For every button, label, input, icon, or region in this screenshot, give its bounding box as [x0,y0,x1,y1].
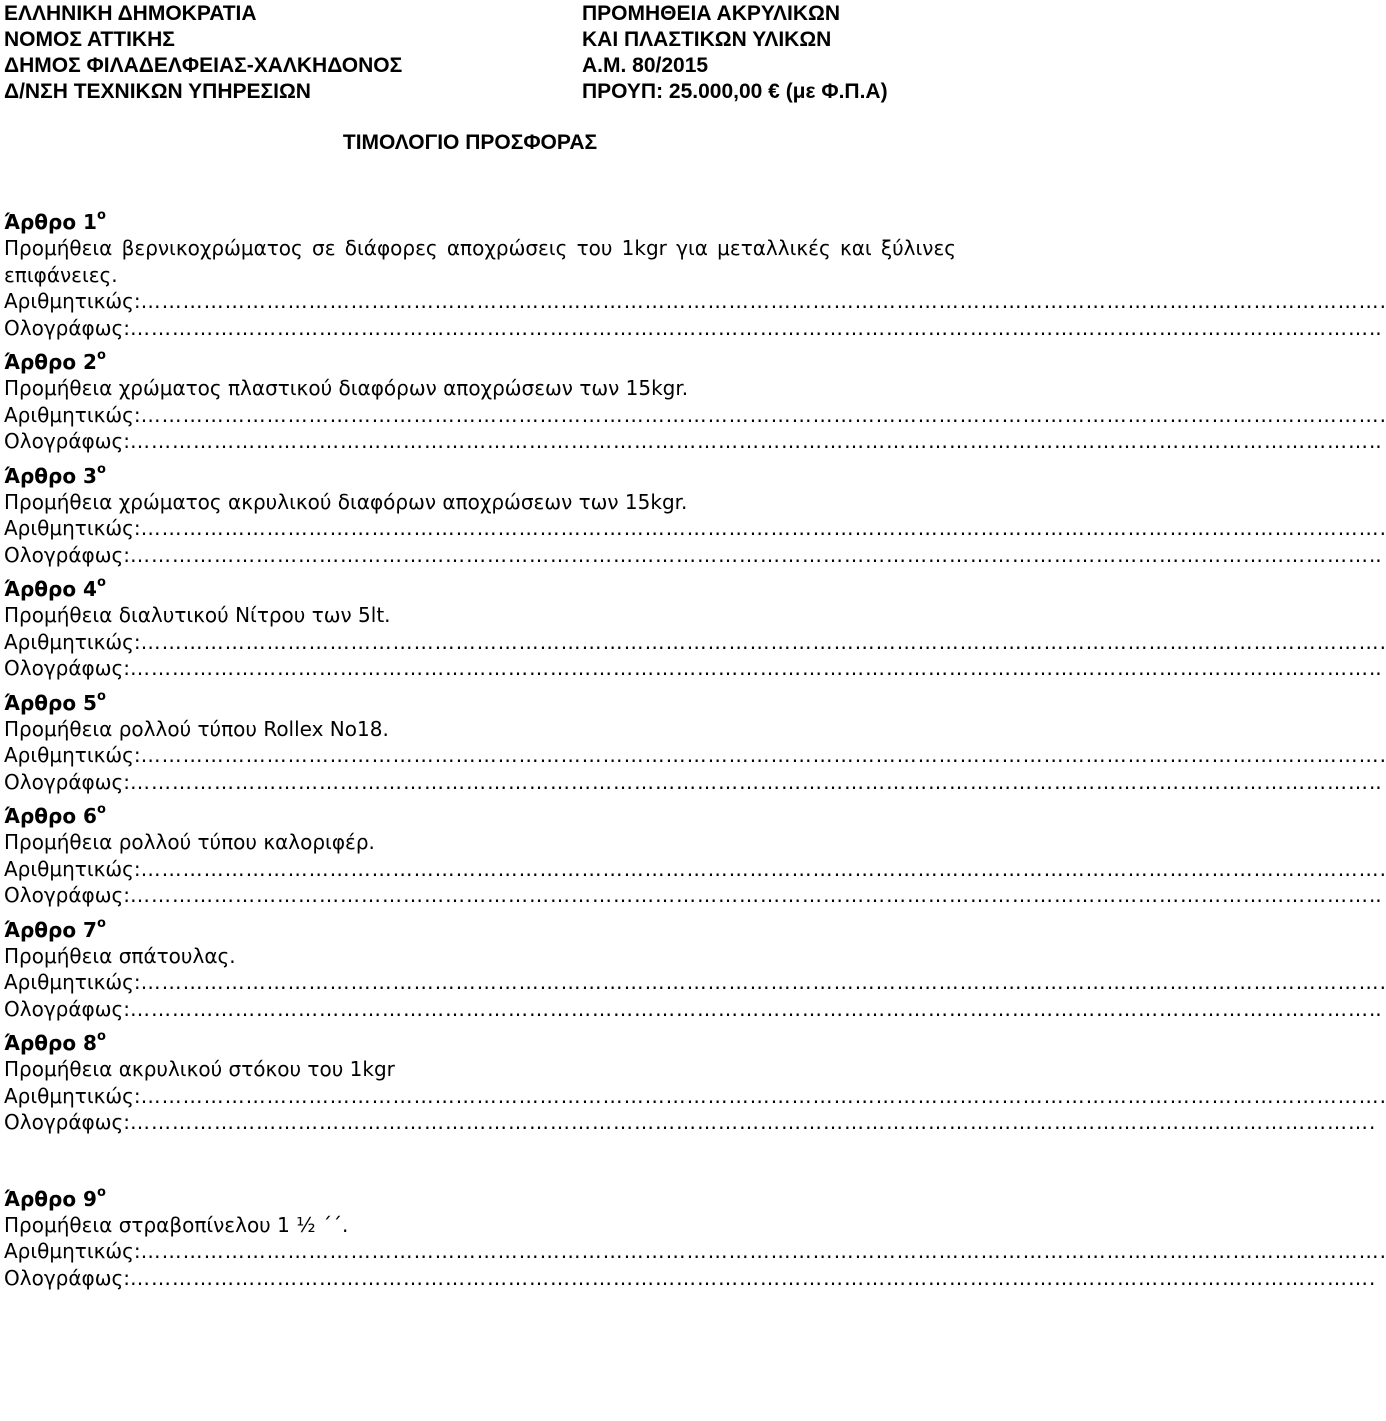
article-1 [4,208,1386,341]
numeric-price-field[interactable]: Αριθμητικώς: …………………………………………………………………………………………………………………………………………………………… . [4,516,1386,540]
article-heading: Άρθρο $4^o$ [4,575,106,601]
article-3 [4,461,1386,569]
article-9 [4,1184,1386,1292]
procurement-number: Α.Μ. 80/2015 [582,54,709,77]
numeric-price-field[interactable]: Αριθμητικώς: …………………………………………………………………………………………………………………………………………………………… . [4,743,1386,767]
issuer-department: Δ/ΝΣΗ ΤΕΧΝΙΚΩΝ ΥΠΗΡΕΣΙΩΝ [4,80,311,103]
article-heading: Άρθρο $7^o$ [4,915,106,942]
article-heading: Άρθρο $2^o$ [4,348,106,374]
document-title: ΤΙΜΟΛΟΓΙΟ ΠΡΟΣΦΟΡΑΣ [342,131,598,154]
numeric-price-field[interactable]: Αριθμητικώς: …………………………………………………………………………………………………………………………………………………………… . [4,289,1386,313]
article-heading: Άρθρο $6^o$ [4,802,106,828]
article-8 [4,1029,1386,1136]
article-description: Προμήθεια ρολλού τύπου καλοριφέρ. [4,830,375,854]
article-description: Προμήθεια στραβοπίνελου 1 ½ ΄΄. [4,1212,349,1237]
article-description: Προμήθεια βερνικοχρώματος σε διάφορες αποχρώσεις του 1kgr για μεταλλικές και ξύλινες επιφάνειες. [4,236,956,287]
numeric-price-field[interactable]: Αριθμητικώς: …………………………………………………………………………………………………………………………………………………………… . [4,970,1386,994]
words-price-field[interactable]: Ολογράφως: …………………………………………………………………………………………………………………………………………………………… .. [4,315,1382,340]
words-price-field[interactable]: Ολογράφως: …………………………………………………………………………………………………………………………………………………………… .. [4,542,1382,567]
article-6 [4,802,1386,909]
procurement-block [582,1,888,105]
numeric-price-field[interactable]: Αριθμητικώς: …………………………………………………………………………………………………………………………………………………………… . [4,629,1386,654]
issuer-prefecture: ΝΟΜΟΣ ΑΤΤΙΚΗΣ [4,28,175,51]
article-4 [4,575,1386,682]
words-price-field[interactable]: Ολογράφως: …………………………………………………………………………………………………………………………………………………………… .. [4,883,1382,907]
article-heading: Άρθρο $8^o$ [4,1029,106,1055]
procurement-budget: ΠΡΟΥΠ: 25.000,00 € (με Φ.Π.Α) [582,80,888,103]
words-price-field[interactable]: Ολογράφως: …………………………………………………………………………………………………………………………………………………………… . [4,1110,1376,1134]
issuer-municipality: ΔΗΜΟΣ ΦΙΛΑΔΕΛΦΕΙΑΣ-ΧΑΛΚΗΔΟΝΟΣ [4,54,403,77]
article-description: Προμήθεια χρώματος πλαστικού διαφόρων αποχρώσεων των 15kgr. [4,376,689,400]
article-description: Προμήθεια διαλυτικού Νίτρου των 5lt. [4,603,391,627]
words-price-field[interactable]: Ολογράφως: …………………………………………………………………………………………………………………………………………………………… .. [4,656,1382,680]
document-header [4,0,960,105]
words-price-field[interactable]: Ολογράφως: …………………………………………………………………………………………………………………………………………………………… .. [4,429,1382,453]
article-heading: Άρθρο $9^o$ [4,1184,106,1211]
procurement-title-line1: ΠΡΟΜΗΘΕΙΑ ΑΚΡΥΛΙΚΩΝ [582,2,841,25]
words-price-field[interactable]: Ολογράφως: …………………………………………………………………………………………………………………………………………………………… .. [4,996,1382,1021]
article-heading: Άρθρο $5^o$ [4,688,106,715]
article-description: Προμήθεια σπάτουλας. [4,943,236,968]
articles-list [4,208,1386,1291]
issuer-country: ΕΛΛΗΝΙΚΗ ΔΗΜΟΚΡΑΤΙΑ [4,2,257,25]
article-description: Προμήθεια χρώματος ακρυλικού διαφόρων αποχρώσεων των 15kgr. [4,489,688,514]
procurement-title-line2: ΚΑΙ ΠΛΑΣΤΙΚΩΝ ΥΛΙΚΩΝ [582,28,832,51]
words-price-field[interactable]: Ολογράφως: …………………………………………………………………………………………………………………………………………………………… . [4,1265,1376,1290]
numeric-price-field[interactable]: Αριθμητικώς: …………………………………………………………………………………………………………………………………………………………… . [4,402,1386,427]
issuer-block [4,1,402,105]
article-2 [4,348,1386,455]
article-5 [4,688,1386,796]
words-price-field[interactable]: Ολογράφως: …………………………………………………………………………………………………………………………………………………………… .. [4,769,1382,794]
numeric-price-field[interactable]: Αριθμητικώς: …………………………………………………………………………………………………………………………………………………………… . [4,1083,1386,1108]
article-7 [4,915,1386,1023]
numeric-price-field[interactable]: Αριθμητικώς: …………………………………………………………………………………………………………………………………………………………… . [4,856,1386,881]
article-description: Προμήθεια ακρυλικού στόκου του 1kgr [4,1057,395,1081]
article-description: Προμήθεια ρολλού τύπου Rollex No18. [4,716,389,741]
numeric-price-field[interactable]: Αριθμητικώς: …………………………………………………………………………………………………………………………………………………………… . [4,1239,1386,1263]
article-heading: Άρθρο $1^o$ [4,208,106,234]
article-heading: Άρθρο $3^o$ [4,461,106,488]
